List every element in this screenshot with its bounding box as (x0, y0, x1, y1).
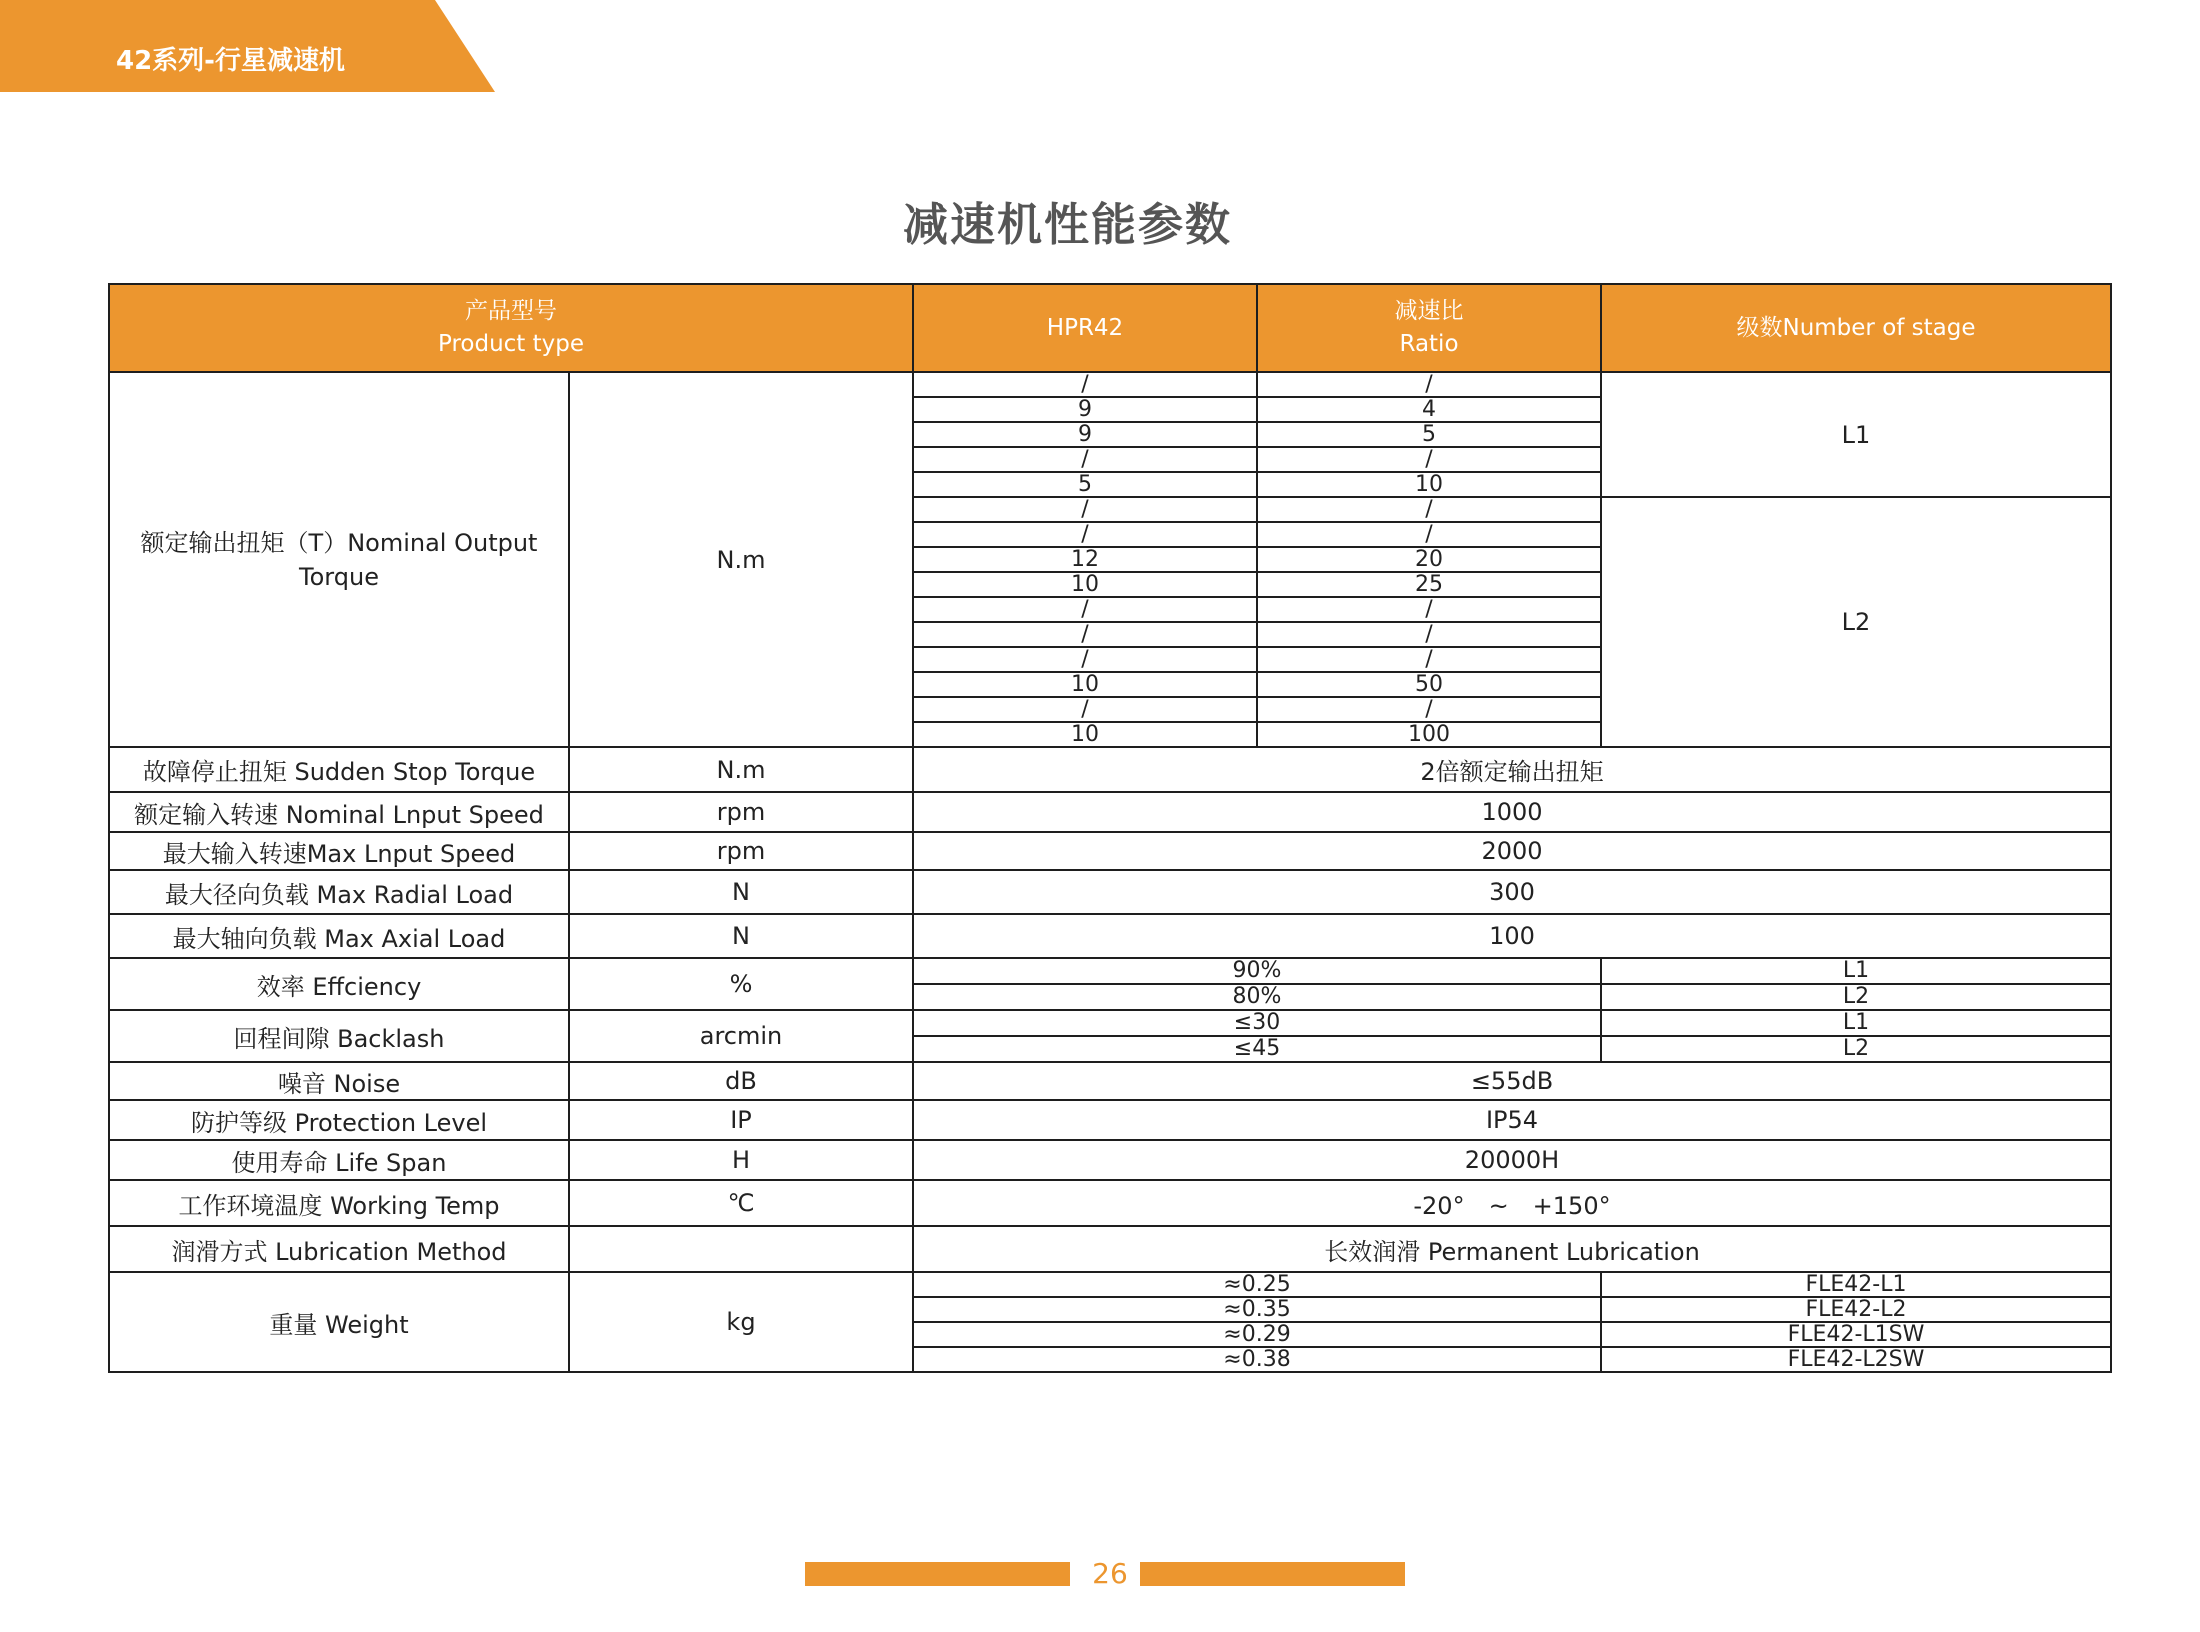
efficiency-value: 80% (913, 984, 1601, 1010)
torque-value: / (913, 372, 1257, 397)
torque-ratio: 50 (1257, 672, 1601, 697)
header-product-type: 产品型号 Product type (109, 284, 913, 372)
row-label: 防护等级 Protection Level (109, 1100, 569, 1140)
torque-value: / (913, 597, 1257, 622)
torque-ratio: 10 (1257, 472, 1601, 497)
efficiency-stage: L2 (1601, 984, 2111, 1010)
row-label: 额定输入转速 Nominal Lnput Speed (109, 792, 569, 832)
row-unit (569, 1226, 913, 1272)
row-label: 效率 Effciency (109, 958, 569, 1010)
backlash-value: ≤30 (913, 1010, 1601, 1036)
row-unit: H (569, 1140, 913, 1180)
row-value: 300 (913, 870, 2111, 914)
row-unit: arcmin (569, 1010, 913, 1062)
torque-value: / (913, 497, 1257, 522)
backlash-value: ≤45 (913, 1036, 1601, 1062)
row-label: 回程间隙 Backlash (109, 1010, 569, 1062)
footer-bar-left (805, 1562, 1070, 1586)
table-row (109, 1010, 2111, 1036)
row-value: 1000 (913, 792, 2111, 832)
efficiency-stage: L1 (1601, 958, 2111, 984)
row-label: 故障停止扭矩 Sudden Stop Torque (109, 747, 569, 792)
table-row (109, 747, 2111, 792)
table-row (109, 792, 2111, 832)
torque-ratio: 100 (1257, 722, 1601, 747)
row-unit: % (569, 958, 913, 1010)
weight-value: ≈0.35 (913, 1297, 1601, 1322)
row-unit: ℃ (569, 1180, 913, 1226)
torque-value: 10 (913, 722, 1257, 747)
row-unit: N.m (569, 747, 913, 792)
torque-ratio: / (1257, 697, 1601, 722)
torque-value: 10 (913, 672, 1257, 697)
torque-value: 12 (913, 547, 1257, 572)
torque-row (109, 372, 2111, 397)
row-value: 2倍额定输出扭矩 (913, 747, 2111, 792)
row-value: 20000H (913, 1140, 2111, 1180)
row-label: 噪音 Noise (109, 1062, 569, 1100)
row-unit: dB (569, 1062, 913, 1100)
backlash-stage: L2 (1601, 1036, 2111, 1062)
torque-ratio: / (1257, 597, 1601, 622)
table-row (109, 1140, 2111, 1180)
weight-value: ≈0.29 (913, 1322, 1601, 1347)
weight-label: 重量 Weight (109, 1272, 569, 1372)
row-value: 2000 (913, 832, 2111, 870)
table-row (109, 1180, 2111, 1226)
table-row (109, 832, 2111, 870)
weight-value: ≈0.25 (913, 1272, 1601, 1297)
row-label: 最大输入转速Max Lnput Speed (109, 832, 569, 870)
weight-value: ≈0.38 (913, 1347, 1601, 1372)
header-stage: 级数Number of stage (1601, 284, 2111, 372)
torque-label: 额定输出扭矩（T）Nominal Output Torque (109, 372, 569, 747)
table-row (109, 870, 2111, 914)
row-value: IP54 (913, 1100, 2111, 1140)
row-unit: rpm (569, 832, 913, 870)
page-title: 减速机性能参数 (902, 198, 1232, 251)
torque-value: 9 (913, 397, 1257, 422)
torque-ratio: / (1257, 522, 1601, 547)
torque-value: 10 (913, 572, 1257, 597)
torque-value: / (913, 522, 1257, 547)
torque-ratio: / (1257, 622, 1601, 647)
torque-ratio: 20 (1257, 547, 1601, 572)
row-value: 长效润滑 Permanent Lubrication (913, 1226, 2111, 1272)
row-label: 润滑方式 Lubrication Method (109, 1226, 569, 1272)
header-ratio: 减速比 Ratio (1257, 284, 1601, 372)
weight-model: FLE42-L1SW (1601, 1322, 2111, 1347)
torque-value: / (913, 622, 1257, 647)
row-label: 最大轴向负载 Max Axial Load (109, 914, 569, 958)
footer-bar-right (1140, 1562, 1405, 1586)
row-value: ≤55dB (913, 1062, 2111, 1100)
torque-ratio: 4 (1257, 397, 1601, 422)
table-row (109, 1062, 2111, 1100)
torque-value: 5 (913, 472, 1257, 497)
row-unit: N (569, 914, 913, 958)
row-label: 最大径向负载 Max Radial Load (109, 870, 569, 914)
row-value: 100 (913, 914, 2111, 958)
stage-l1: L1 (1601, 372, 2111, 497)
stage-l2: L2 (1601, 497, 2111, 747)
spec-table (108, 283, 2112, 1373)
weight-model: FLE42-L2 (1601, 1297, 2111, 1322)
row-unit: IP (569, 1100, 913, 1140)
table-row (109, 914, 2111, 958)
torque-ratio: / (1257, 372, 1601, 397)
row-label: 使用寿命 Life Span (109, 1140, 569, 1180)
table-row (109, 1226, 2111, 1272)
header-model: HPR42 (913, 284, 1257, 372)
torque-ratio: 25 (1257, 572, 1601, 597)
torque-value: / (913, 697, 1257, 722)
weight-unit: kg (569, 1272, 913, 1372)
torque-ratio: / (1257, 647, 1601, 672)
weight-model: FLE42-L1 (1601, 1272, 2111, 1297)
table-header-row (109, 284, 2111, 372)
torque-value: / (913, 647, 1257, 672)
row-unit: N (569, 870, 913, 914)
efficiency-value: 90% (913, 958, 1601, 984)
torque-value: / (913, 447, 1257, 472)
row-value: -20° ~ +150° (913, 1180, 2111, 1226)
backlash-stage: L1 (1601, 1010, 2111, 1036)
torque-ratio: / (1257, 497, 1601, 522)
row-label: 工作环境温度 Working Temp (109, 1180, 569, 1226)
table-row (109, 1100, 2111, 1140)
torque-ratio: 5 (1257, 422, 1601, 447)
series-label: 42系列-行星减速机 (116, 46, 345, 76)
torque-value: 9 (913, 422, 1257, 447)
table-row (109, 958, 2111, 984)
page-number: 26 (1092, 1557, 1128, 1590)
row-unit: rpm (569, 792, 913, 832)
torque-unit: N.m (569, 372, 913, 747)
torque-ratio: / (1257, 447, 1601, 472)
weight-row (109, 1272, 2111, 1297)
weight-model: FLE42-L2SW (1601, 1347, 2111, 1372)
